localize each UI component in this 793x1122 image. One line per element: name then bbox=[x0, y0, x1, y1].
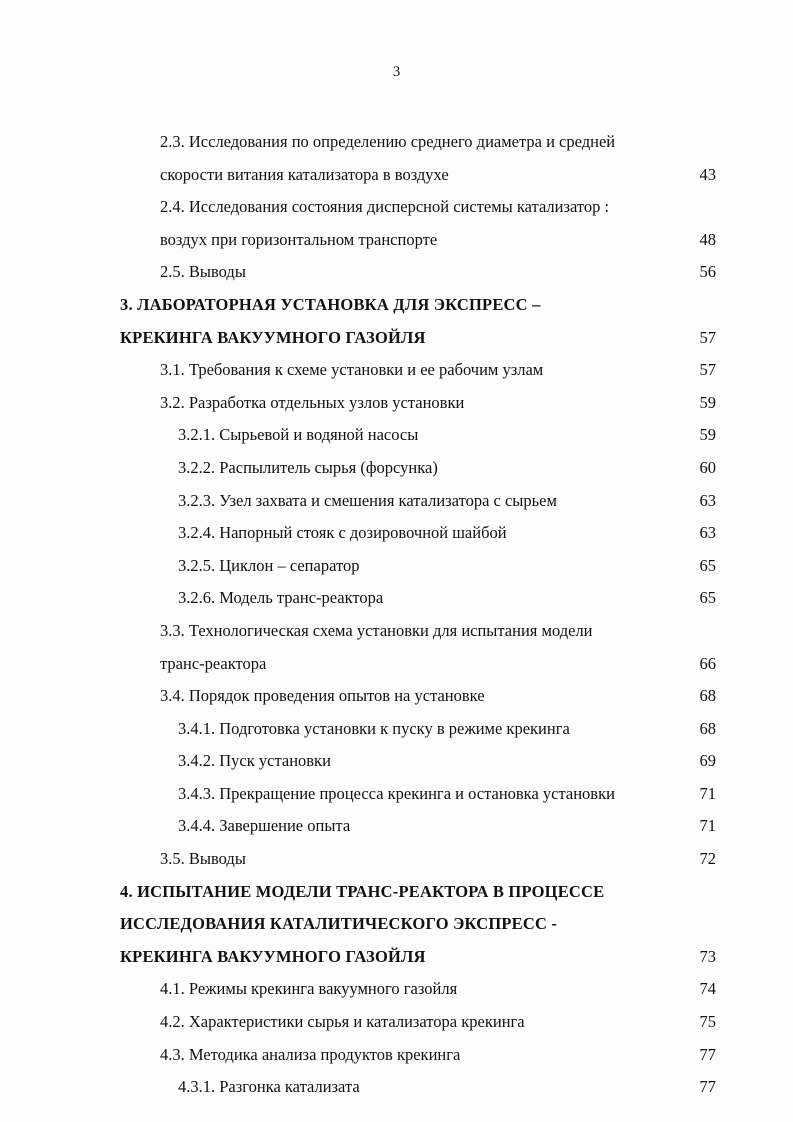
toc-entry bbox=[120, 973, 716, 1006]
toc-chapter bbox=[120, 322, 716, 355]
toc-subentry bbox=[120, 419, 716, 452]
toc-entry-title: 3.5. Выводы bbox=[160, 849, 246, 869]
toc-entry-page: 65 bbox=[699, 555, 716, 575]
toc-entry-title: 3.4.1. Подготовка установки к пуску в режиме крекинга bbox=[178, 718, 570, 738]
toc-subentry bbox=[120, 485, 716, 518]
toc-entry-page: 71 bbox=[699, 816, 716, 836]
toc-entry-title: 3.2.3. Узел захвата и смешения катализатора с сырьем bbox=[178, 490, 557, 510]
toc-subentry bbox=[120, 1071, 716, 1104]
toc-entry-title: 4.3.1. Разгонка катализата bbox=[178, 1077, 360, 1097]
toc-subentry bbox=[120, 582, 716, 615]
toc-chapter-title: КРЕКИНГА ВАКУУМНОГО ГАЗОЙЛЯ bbox=[120, 327, 426, 347]
toc-subentry bbox=[120, 452, 716, 485]
toc-entry-page: 65 bbox=[699, 588, 716, 608]
toc-entry-title: транс-реактора bbox=[160, 653, 267, 673]
toc-entry-title: 3.2.6. Модель транс-реактора bbox=[178, 588, 384, 608]
toc-entry-title: 4.3. Методика анализа продуктов крекинга bbox=[160, 1044, 461, 1064]
toc-chapter bbox=[120, 941, 716, 974]
toc-entry bbox=[120, 224, 716, 257]
toc-subentry bbox=[120, 778, 716, 811]
toc-entry-page: 72 bbox=[699, 849, 716, 869]
toc-entry-title: 3.3. Технологическая схема установки для испытания модели bbox=[160, 620, 593, 640]
toc-entry-title: 4.1. Режимы крекинга вакуумного газойля bbox=[160, 979, 458, 999]
toc-entry-page: 77 bbox=[699, 1044, 716, 1064]
toc-entry-page: 59 bbox=[699, 425, 716, 445]
toc-entry bbox=[120, 615, 716, 648]
toc-entry bbox=[120, 680, 716, 713]
toc-entry-title: воздух при горизонтальном транспорте bbox=[160, 229, 438, 249]
toc-entry-page: 59 bbox=[699, 392, 716, 412]
toc-entry-title: 3.2.2. Распылитель сырья (форсунка) bbox=[178, 457, 438, 477]
toc-entry-page: 63 bbox=[699, 490, 716, 510]
toc-entry bbox=[120, 159, 716, 192]
toc-entry-title: 3.2.5. Циклон – сепаратор bbox=[178, 555, 360, 575]
toc-entry-page: 43 bbox=[699, 164, 716, 184]
toc-entry-title: 2.4. Исследования состояния дисперсной системы катализатор : bbox=[160, 197, 610, 217]
toc-entry-page: 56 bbox=[699, 262, 716, 282]
toc-entry-page: 57 bbox=[699, 327, 716, 347]
toc-entry-page: 48 bbox=[699, 229, 716, 249]
toc-chapter bbox=[120, 289, 716, 322]
toc-subentry bbox=[120, 745, 716, 778]
toc-entry bbox=[120, 191, 716, 224]
toc-entry-page: 75 bbox=[699, 1012, 716, 1032]
toc-entry-title: 2.3. Исследования по определению среднего диаметра и средней bbox=[160, 132, 616, 151]
toc-entry-page: 77 bbox=[699, 1077, 716, 1097]
toc-chapter-title: 3. ЛАБОРАТОРНАЯ УСТАНОВКА ДЛЯ ЭКСПРЕСС – bbox=[120, 294, 541, 314]
toc-chapter bbox=[120, 876, 716, 909]
page-number: 3 bbox=[392, 64, 401, 80]
toc-entry-page: 73 bbox=[699, 946, 716, 966]
toc-entry-title: 3.4.4. Завершение опыта bbox=[178, 816, 351, 836]
toc-entry bbox=[120, 843, 716, 876]
toc-subentry bbox=[120, 517, 716, 550]
toc-entry bbox=[120, 1006, 716, 1039]
toc-entry bbox=[120, 256, 716, 289]
toc-entry bbox=[120, 1039, 716, 1072]
toc-entry-page: 68 bbox=[699, 686, 716, 706]
toc-entry-page: 71 bbox=[699, 783, 716, 803]
toc-chapter-title: ИССЛЕДОВАНИЯ КАТАЛИТИЧЕСКОГО ЭКСПРЕСС - bbox=[120, 914, 558, 934]
toc-entry-title: 3.2.1. Сырьевой и водяной насосы bbox=[178, 425, 419, 445]
toc-entry-title: 4.2. Характеристики сырья и катализатора крекинга bbox=[160, 1012, 525, 1032]
toc-entry-page: 57 bbox=[699, 360, 716, 380]
toc-entry-page: 66 bbox=[699, 653, 716, 673]
toc-entry-title: 3.2.4. Напорный стояк с дозировочной шайбой bbox=[178, 523, 507, 543]
toc-entry-title: скорости витания катализатора в воздухе bbox=[160, 164, 449, 184]
toc-entry bbox=[120, 354, 716, 387]
toc-chapter-title: КРЕКИНГА ВАКУУМНОГО ГАЗОЙЛЯ bbox=[120, 946, 426, 966]
toc-entry-title: 2.5. Выводы bbox=[160, 262, 246, 282]
toc-entry-page: 69 bbox=[699, 751, 716, 771]
toc-entry-title: 3.1. Требования к схеме установки и ее рабочим узлам bbox=[160, 360, 544, 380]
toc-entry bbox=[120, 126, 716, 159]
toc-entry-title: 3.4. Порядок проведения опытов на установке bbox=[160, 686, 485, 706]
toc-entry-title: 3.2. Разработка отдельных узлов установки bbox=[160, 392, 465, 412]
toc-entry-page: 68 bbox=[699, 718, 716, 738]
toc-entry-page: 74 bbox=[699, 979, 716, 999]
toc-subentry bbox=[120, 550, 716, 583]
toc-subentry bbox=[120, 713, 716, 746]
toc-chapter bbox=[120, 908, 716, 941]
toc-entry-title: 3.4.2. Пуск установки bbox=[178, 751, 331, 771]
toc-entry-page: 60 bbox=[699, 457, 716, 477]
toc-chapter-title: 4. ИСПЫТАНИЕ МОДЕЛИ ТРАНС-РЕАКТОРА В ПРОЦЕССЕ bbox=[120, 881, 605, 901]
table-of-contents bbox=[120, 126, 716, 1104]
toc-entry bbox=[120, 648, 716, 681]
toc-entry bbox=[120, 387, 716, 420]
toc-subentry bbox=[120, 810, 716, 843]
toc-entry-title: 3.4.3. Прекращение процесса крекинга и остановка установки bbox=[178, 783, 615, 803]
toc-entry-page: 63 bbox=[699, 523, 716, 543]
